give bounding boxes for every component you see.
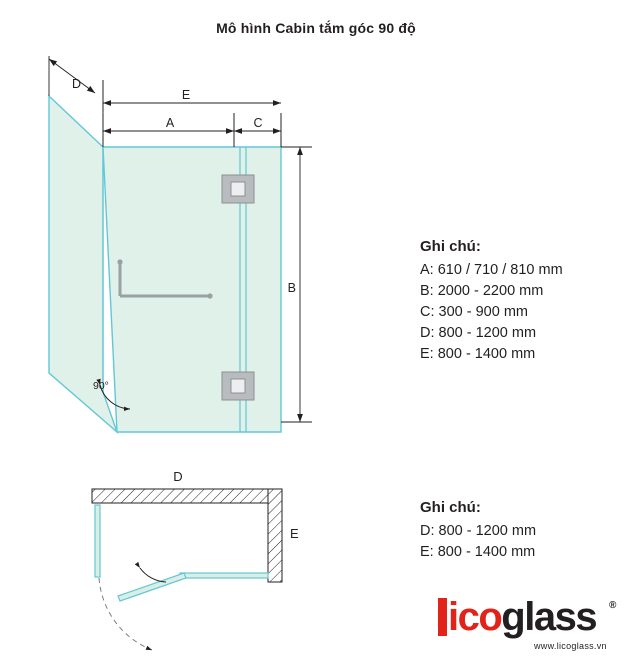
logo-wordmark [438,596,596,638]
logo-website: www.licoglass.vn [534,641,607,651]
notes-top-line-e: E: 800 - 1400 mm [420,346,536,362]
label-d-plan: D [173,469,183,484]
notes-bottom [420,497,536,563]
door-swing-direction [140,568,166,582]
brand-logo [438,596,618,656]
dimension-b-side [281,147,312,422]
notes-bottom-heading: Ghi chú: [420,499,481,516]
dimension-e-top [103,80,281,147]
label-e-top: E [181,88,191,102]
dimension-c-top [234,113,281,147]
notes-top-heading: Ghi chú: [420,238,481,255]
hinge-upper [222,175,254,203]
label-d-top: D [72,77,82,91]
label-b-side: B [287,281,296,295]
registered-trademark-icon: ® [609,600,617,611]
notes-bottom-line-e: E: 800 - 1400 mm [420,544,536,560]
label-e-plan: E [290,526,299,541]
logo-lico-text: ico [448,595,502,639]
plan-side-panel [95,505,100,577]
plan-door-leaf [118,573,186,601]
plan-front-panel [180,573,268,578]
label-c-top: C [253,116,263,130]
notes-top-line-d: D: 800 - 1200 mm [420,325,537,341]
dimension-a-top [103,113,234,147]
logo-glass-text: glass [501,595,597,639]
page-title: Mô hình Cabin tắm góc 90 độ [216,20,416,36]
hinge-lower [222,372,254,400]
label-a-top: A [165,116,175,130]
notes-bottom-line-d: D: 800 - 1200 mm [420,523,537,539]
notes-top [420,236,563,365]
label-angle: 90° [93,380,109,392]
notes-top-line-b: B: 2000 - 2200 mm [420,283,544,299]
notes-top-line-a: A: 610 / 710 / 810 mm [420,262,563,278]
notes-top-line-c: C: 300 - 900 mm [420,304,528,320]
plan-view [92,469,299,650]
